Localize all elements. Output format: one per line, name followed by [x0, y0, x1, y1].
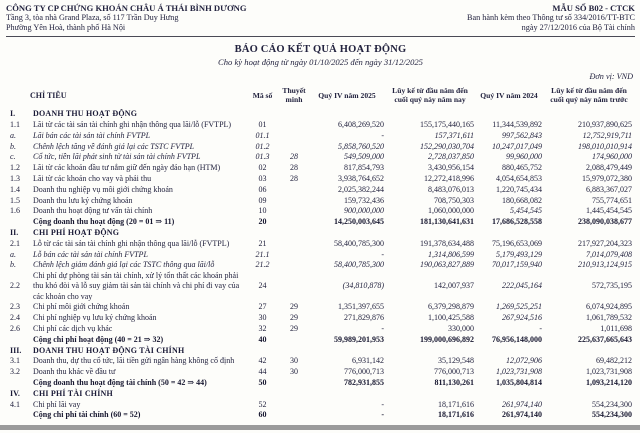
- cell-thuyet-minh: 29: [290, 313, 298, 323]
- title-block: [6, 44, 635, 67]
- cell-q4-2025: 58,400,785,300: [334, 238, 384, 248]
- table-body: [6, 109, 635, 421]
- cell-stt: 3.2: [10, 367, 20, 377]
- company-address-line1: Tầng 3, tòa nhà Grand Plaza, số 117 Trần Duy Hưng: [6, 13, 179, 22]
- cell-stt: 4.1: [10, 399, 20, 409]
- cell-stt: 2.6: [10, 323, 20, 333]
- cell-q4-2025: 817,854,793: [344, 163, 384, 173]
- page-bottom-edge: [0, 425, 640, 430]
- cell-luy-ke-nay: 811,130,261: [434, 377, 474, 387]
- cell-luy-ke-truoc: 6,074,924,895: [586, 302, 632, 312]
- cell-stt: 3.1: [10, 356, 20, 366]
- cell-label: Cổ tức, tiền lãi phát sinh từ tài sản tài chính FVTPL: [33, 152, 201, 162]
- cell-ma-so: 01: [258, 119, 267, 129]
- cell-luy-ke-nay: 8,483,076,013: [428, 184, 474, 194]
- cell-luy-ke-nay: 708,750,303: [434, 195, 474, 205]
- cell-thuyet-minh: 30: [290, 356, 298, 366]
- cell-stt: a.: [10, 130, 16, 140]
- cell-luy-ke-truoc: 1,023,731,908: [586, 367, 632, 377]
- cell-q4-2024: 11,344,539,892: [492, 119, 542, 129]
- company-block: [6, 3, 247, 33]
- cell-luy-ke-nay: 12,272,418,996: [424, 173, 474, 183]
- table-row: [6, 239, 635, 250]
- cell-q4-2024: 1,023,731,908: [496, 367, 542, 377]
- cell-q4-2025: 5,858,760,520: [338, 141, 384, 151]
- cell-label: Doanh thu, dự thu cổ tức, lãi tiền gửi ngân hàng không cố định: [33, 356, 235, 366]
- cell-label: Lỗ từ các tài sản tài chính ghi nhận thông qua lãi/lỗ (FVTPL): [33, 238, 230, 248]
- cell-q4-2024: 12,072,906: [506, 356, 542, 366]
- cell-q4-2025: -: [381, 399, 384, 409]
- cell-label: Chi phí các dịch vụ khác: [33, 323, 113, 333]
- cell-q4-2025: 776,000,713: [344, 367, 384, 377]
- cell-q4-2025: 1,351,397,655: [338, 302, 384, 312]
- cell-ma-so: 50: [258, 377, 267, 387]
- cell-luy-ke-nay: 3,430,956,154: [428, 163, 474, 173]
- cell-stt: c.: [10, 152, 16, 162]
- table-row: [6, 185, 635, 196]
- document-header: [6, 3, 635, 37]
- table-row: [6, 206, 635, 217]
- cell-label: Chênh lệch giảm đánh giá lại các TSTC thông qua lãi/lỗ: [33, 260, 215, 270]
- column-header-thuyet-minh: Thuyết minh: [282, 86, 306, 104]
- column-header-luy-ke-truoc: Lũy kế từ đầu năm đến cuối quý này năm trước: [550, 86, 628, 104]
- table-row: [6, 109, 635, 120]
- cell-label: Doanh thu hoạt động tư vấn tài chính: [33, 206, 153, 216]
- cell-q4-2025: 2,025,382,244: [338, 184, 384, 194]
- cell-luy-ke-truoc: 1,445,454,545: [586, 206, 632, 216]
- cell-luy-ke-nay: 190,063,827,889: [420, 260, 474, 270]
- cell-q4-2025: 6,931,142: [352, 356, 384, 366]
- cell-luy-ke-nay: 330,000: [448, 323, 474, 333]
- cell-q4-2024: 261,974,140: [502, 399, 542, 409]
- cell-luy-ke-truoc: 572,735,195: [592, 281, 632, 291]
- cell-ma-so: 10: [258, 206, 267, 216]
- cell-q4-2025: 58,400,785,300: [334, 260, 384, 270]
- cell-q4-2024: 70,017,159,940: [492, 260, 542, 270]
- cell-label: CHI PHÍ HOẠT ĐỘNG: [33, 227, 120, 237]
- cell-label: Cộng chi phí hoạt động (40 = 21 ⇒ 32): [33, 334, 164, 344]
- cell-luy-ke-truoc: 238,090,038,677: [578, 217, 632, 227]
- cell-q4-2024: 5,454,545: [510, 206, 542, 216]
- cell-luy-ke-nay: 2,728,037,850: [428, 152, 474, 162]
- table-row: [6, 163, 635, 174]
- cell-q4-2025: 6,408,269,520: [338, 119, 384, 129]
- form-date-line: ngày 27/12/2016 của Bộ Tài chính: [521, 23, 635, 32]
- cell-q4-2025: 159,732,436: [344, 195, 384, 205]
- cell-luy-ke-truoc: 554,234,300: [592, 399, 632, 409]
- column-header-q4-2025: Quý IV năm 2025: [318, 90, 376, 100]
- cell-ma-so: 30: [258, 313, 267, 323]
- cell-luy-ke-truoc: 7,014,079,408: [586, 249, 632, 259]
- table-row: [6, 249, 635, 260]
- cell-luy-ke-nay: 155,175,440,165: [420, 119, 474, 129]
- column-header-luy-ke-nay: Lũy kế từ đầu năm đến cuối quý này năm nay: [392, 86, 468, 104]
- cell-ma-so: 01.1: [255, 130, 270, 140]
- cell-ma-so: 01.2: [255, 141, 270, 151]
- cell-luy-ke-truoc: 210,913,124,915: [578, 260, 632, 270]
- cell-luy-ke-truoc: 1,061,789,532: [586, 313, 632, 323]
- cell-luy-ke-truoc: 15,979,072,380: [582, 173, 632, 183]
- table-row: [6, 195, 635, 206]
- cell-label: DOANH THU HOẠT ĐỘNG TÀI CHÍNH: [33, 345, 185, 355]
- cell-luy-ke-nay: 1,314,806,599: [428, 249, 474, 259]
- cell-stt: 2.2: [10, 281, 20, 291]
- cell-luy-ke-truoc: 198,010,010,914: [578, 141, 632, 151]
- cell-ma-so: 06: [258, 184, 267, 194]
- cell-ma-so: 40: [258, 334, 267, 344]
- cell-q4-2025: 271,829,876: [344, 313, 384, 323]
- cell-stt: 1.4: [10, 184, 20, 194]
- cell-stt: 1.3: [10, 173, 20, 183]
- cell-luy-ke-truoc: 174,960,000: [592, 152, 632, 162]
- table-row: [6, 367, 635, 378]
- cell-q4-2024: -: [539, 323, 542, 333]
- cell-stt: 1.1: [10, 119, 20, 129]
- cell-q4-2025: 782,931,855: [344, 377, 384, 387]
- cell-q4-2024: 880,465,752: [502, 163, 542, 173]
- cell-q4-2024: 99,960,000: [506, 152, 542, 162]
- cell-label: Doanh thu lưu ký chứng khoán: [33, 195, 133, 205]
- report-period: Cho kỳ hoạt động từ ngày 01/10/2025 đến ngày 31/12/2025: [218, 57, 423, 67]
- cell-label: Doanh thu khác về đầu tư: [33, 367, 116, 377]
- column-header-chi-tieu: CHỈ TIÊU: [30, 90, 67, 100]
- table-row: [6, 271, 635, 302]
- cell-label: Lãi từ các khoản cho vay và phải thu: [33, 173, 152, 183]
- table-row: [6, 378, 635, 389]
- table-row: [6, 174, 635, 185]
- cell-luy-ke-truoc: 2,088,479,449: [586, 163, 632, 173]
- cell-ma-so: 02: [258, 163, 267, 173]
- cell-ma-so: 44: [258, 367, 267, 377]
- form-code: MẪU SỐ B02 - CTCK: [552, 3, 635, 13]
- cell-ma-so: 24: [258, 281, 267, 291]
- cell-stt: II.: [10, 227, 19, 237]
- cell-ma-so: 21.1: [255, 249, 270, 259]
- cell-label: Lãi từ các tài sản tài chính ghi nhận thông qua lãi/lỗ (FVTPL): [33, 119, 232, 129]
- cell-q4-2024: 267,924,516: [502, 313, 542, 323]
- cell-stt: a.: [10, 249, 16, 259]
- cell-q4-2025: -: [381, 249, 384, 259]
- cell-luy-ke-truoc: 554,234,300: [592, 410, 632, 420]
- table-row: [6, 228, 635, 239]
- cell-q4-2024: 1,220,745,434: [496, 184, 542, 194]
- cell-ma-so: 42: [258, 356, 267, 366]
- cell-thuyet-minh: 29: [290, 302, 298, 312]
- cell-label: Chi phí môi giới chứng khoán: [33, 302, 130, 312]
- cell-ma-so: 21.2: [255, 260, 270, 270]
- cell-q4-2024: 76,956,148,000: [492, 334, 542, 344]
- cell-label: Lãi bán các tài sản tài chính FVTPL: [33, 130, 151, 140]
- cell-q4-2024: 10,247,017,049: [492, 141, 542, 151]
- cell-thuyet-minh: 30: [290, 367, 298, 377]
- cell-label: Chi phí dự phòng tài sản tài chính, xử lý tổn thất các khoản phải thu khó đòi và lỗ suy giảm tài sản tài chính và chi phí đi vay của các khoản cho vay: [33, 270, 240, 301]
- cell-luy-ke-nay: 142,007,937: [434, 281, 474, 291]
- cell-label: Lãi từ các khoản đầu tư nắm giữ đến ngày đáo hạn (HTM): [33, 163, 221, 173]
- cell-q4-2024: 261,974,140: [502, 410, 542, 420]
- cell-luy-ke-truoc: 69,482,212: [596, 356, 632, 366]
- cell-luy-ke-nay: 199,000,696,892: [420, 334, 474, 344]
- cell-stt: 1.6: [10, 206, 20, 216]
- cell-luy-ke-truoc: 12,752,919,711: [582, 130, 632, 140]
- cell-q4-2025: (34,810,878): [342, 281, 384, 291]
- form-issuance-line: Ban hành kèm theo Thông tư số 334/2016/TT-BTC: [467, 13, 635, 22]
- cell-ma-so: 20: [258, 217, 267, 227]
- cell-luy-ke-nay: 18,171,616: [438, 399, 474, 409]
- cell-ma-so: 27: [258, 302, 267, 312]
- cell-q4-2025: 3,938,764,652: [338, 173, 384, 183]
- cell-luy-ke-nay: 157,371,611: [434, 130, 474, 140]
- cell-q4-2024: 180,668,082: [502, 195, 542, 205]
- table-row: [6, 313, 635, 324]
- cell-q4-2024: 1,035,804,814: [496, 377, 542, 387]
- cell-label: Lỗ bán các tài sản tài chính FVTPL: [33, 249, 148, 259]
- table-row: [6, 410, 635, 421]
- cell-stt: 2.3: [10, 302, 20, 312]
- cell-luy-ke-nay: 1,100,425,588: [428, 313, 474, 323]
- form-block: [467, 3, 635, 33]
- table-row: [6, 345, 635, 356]
- cell-label: DOANH THU HOẠT ĐỘNG: [33, 109, 138, 119]
- cell-luy-ke-truoc: 755,774,651: [592, 195, 632, 205]
- cell-stt: 1.2: [10, 163, 20, 173]
- cell-luy-ke-nay: 1,060,000,000: [428, 206, 474, 216]
- cell-luy-ke-nay: 6,379,298,879: [428, 302, 474, 312]
- cell-q4-2024: 997,562,843: [502, 130, 542, 140]
- cell-luy-ke-truoc: 6,883,367,027: [586, 184, 632, 194]
- cell-q4-2025: 59,989,201,953: [334, 334, 384, 344]
- cell-label: Chênh lệch tăng về đánh giá lại các TSTC FVTPL: [33, 141, 195, 151]
- company-address-line2: Phường Yên Hoà, thành phố Hà Nội: [6, 23, 126, 32]
- cell-q4-2025: -: [381, 410, 384, 420]
- cell-q4-2024: 5,179,493,129: [496, 249, 542, 259]
- cell-stt: 2.1: [10, 238, 20, 248]
- cell-luy-ke-truoc: 1,011,698: [600, 323, 632, 333]
- cell-ma-so: 52: [258, 399, 267, 409]
- table-row: [6, 399, 635, 410]
- cell-q4-2025: 549,509,000: [344, 152, 384, 162]
- cell-ma-so: 01.3: [255, 152, 270, 162]
- table-row: [6, 260, 635, 271]
- cell-thuyet-minh: 29: [290, 323, 298, 333]
- currency-unit: Đơn vị: VND: [589, 72, 633, 81]
- cell-label: Cộng doanh thu hoạt động (20 = 01 ⇒ 11): [33, 217, 175, 227]
- report-table: [6, 83, 635, 421]
- cell-label: Cộng doanh thu hoạt động tài chính (50 = 42 ⇒ 44): [33, 377, 207, 387]
- table-row: [6, 356, 635, 367]
- cell-luy-ke-nay: 191,378,634,488: [420, 238, 474, 248]
- cell-q4-2025: 14,250,003,645: [334, 217, 384, 227]
- report-title: BÁO CÁO KẾT QUẢ HOẠT ĐỘNG: [234, 44, 407, 55]
- column-header-q4-2024: Quý IV năm 2024: [480, 90, 538, 100]
- table-row: [6, 389, 635, 400]
- company-name: CÔNG TY CP CHỨNG KHOÁN CHÂU Á THÁI BÌNH DƯƠNG: [6, 3, 247, 13]
- table-row: [6, 302, 635, 313]
- cell-luy-ke-truoc: 225,637,665,643: [578, 334, 632, 344]
- cell-stt: b.: [10, 141, 16, 151]
- cell-label: Cộng chi phí tài chính (60 = 52): [33, 410, 141, 420]
- cell-luy-ke-nay: 18,171,616: [438, 410, 474, 420]
- cell-ma-so: 03: [258, 173, 267, 183]
- cell-q4-2024: 75,196,653,069: [492, 238, 542, 248]
- table-row: [6, 324, 635, 335]
- cell-ma-so: 21: [258, 238, 267, 248]
- cell-label: Chi phí lãi vay: [33, 399, 81, 409]
- cell-luy-ke-truoc: 210,937,890,625: [578, 119, 632, 129]
- cell-label: Chi phí nghiệp vụ lưu ký chứng khoán: [33, 313, 157, 323]
- cell-stt: IV.: [10, 388, 20, 398]
- cell-q4-2024: 1,269,525,251: [496, 302, 542, 312]
- cell-stt: I.: [10, 109, 16, 119]
- table-row: [6, 131, 635, 142]
- cell-ma-so: 09: [258, 195, 267, 205]
- table-row: [6, 152, 635, 163]
- cell-stt: 2.4: [10, 313, 20, 323]
- cell-luy-ke-truoc: 217,927,204,323: [578, 238, 632, 248]
- cell-q4-2024: 4,054,654,853: [496, 173, 542, 183]
- cell-luy-ke-nay: 776,000,713: [434, 367, 474, 377]
- cell-luy-ke-nay: 181,130,641,631: [420, 217, 474, 227]
- cell-stt: III.: [10, 345, 22, 355]
- cell-thuyet-minh: 28: [290, 163, 298, 173]
- column-header-ma-so: Mã số: [252, 90, 273, 100]
- cell-stt: 1.5: [10, 195, 20, 205]
- table-row: [6, 141, 635, 152]
- cell-q4-2025: -: [381, 130, 384, 140]
- cell-q4-2024: 222,045,164: [502, 281, 542, 291]
- cell-ma-so: 32: [258, 323, 267, 333]
- cell-luy-ke-nay: 152,290,030,704: [420, 141, 474, 151]
- cell-luy-ke-nay: 35,129,548: [438, 356, 474, 366]
- cell-thuyet-minh: 28: [290, 152, 298, 162]
- table-row: [6, 120, 635, 131]
- table-header-row: [6, 83, 635, 109]
- cell-label: CHI PHÍ TÀI CHÍNH: [33, 388, 113, 398]
- table-row: [6, 335, 635, 346]
- cell-label: Doanh thu nghiệp vụ môi giới chứng khoán: [33, 184, 173, 194]
- table-row: [6, 217, 635, 228]
- cell-ma-so: 60: [258, 410, 267, 420]
- cell-thuyet-minh: 28: [290, 173, 298, 183]
- cell-luy-ke-truoc: 1,093,214,120: [586, 377, 632, 387]
- cell-stt: b.: [10, 260, 16, 270]
- cell-q4-2025: -: [381, 323, 384, 333]
- cell-q4-2025: 900,000,000: [344, 206, 384, 216]
- cell-q4-2024: 17,686,528,558: [492, 217, 542, 227]
